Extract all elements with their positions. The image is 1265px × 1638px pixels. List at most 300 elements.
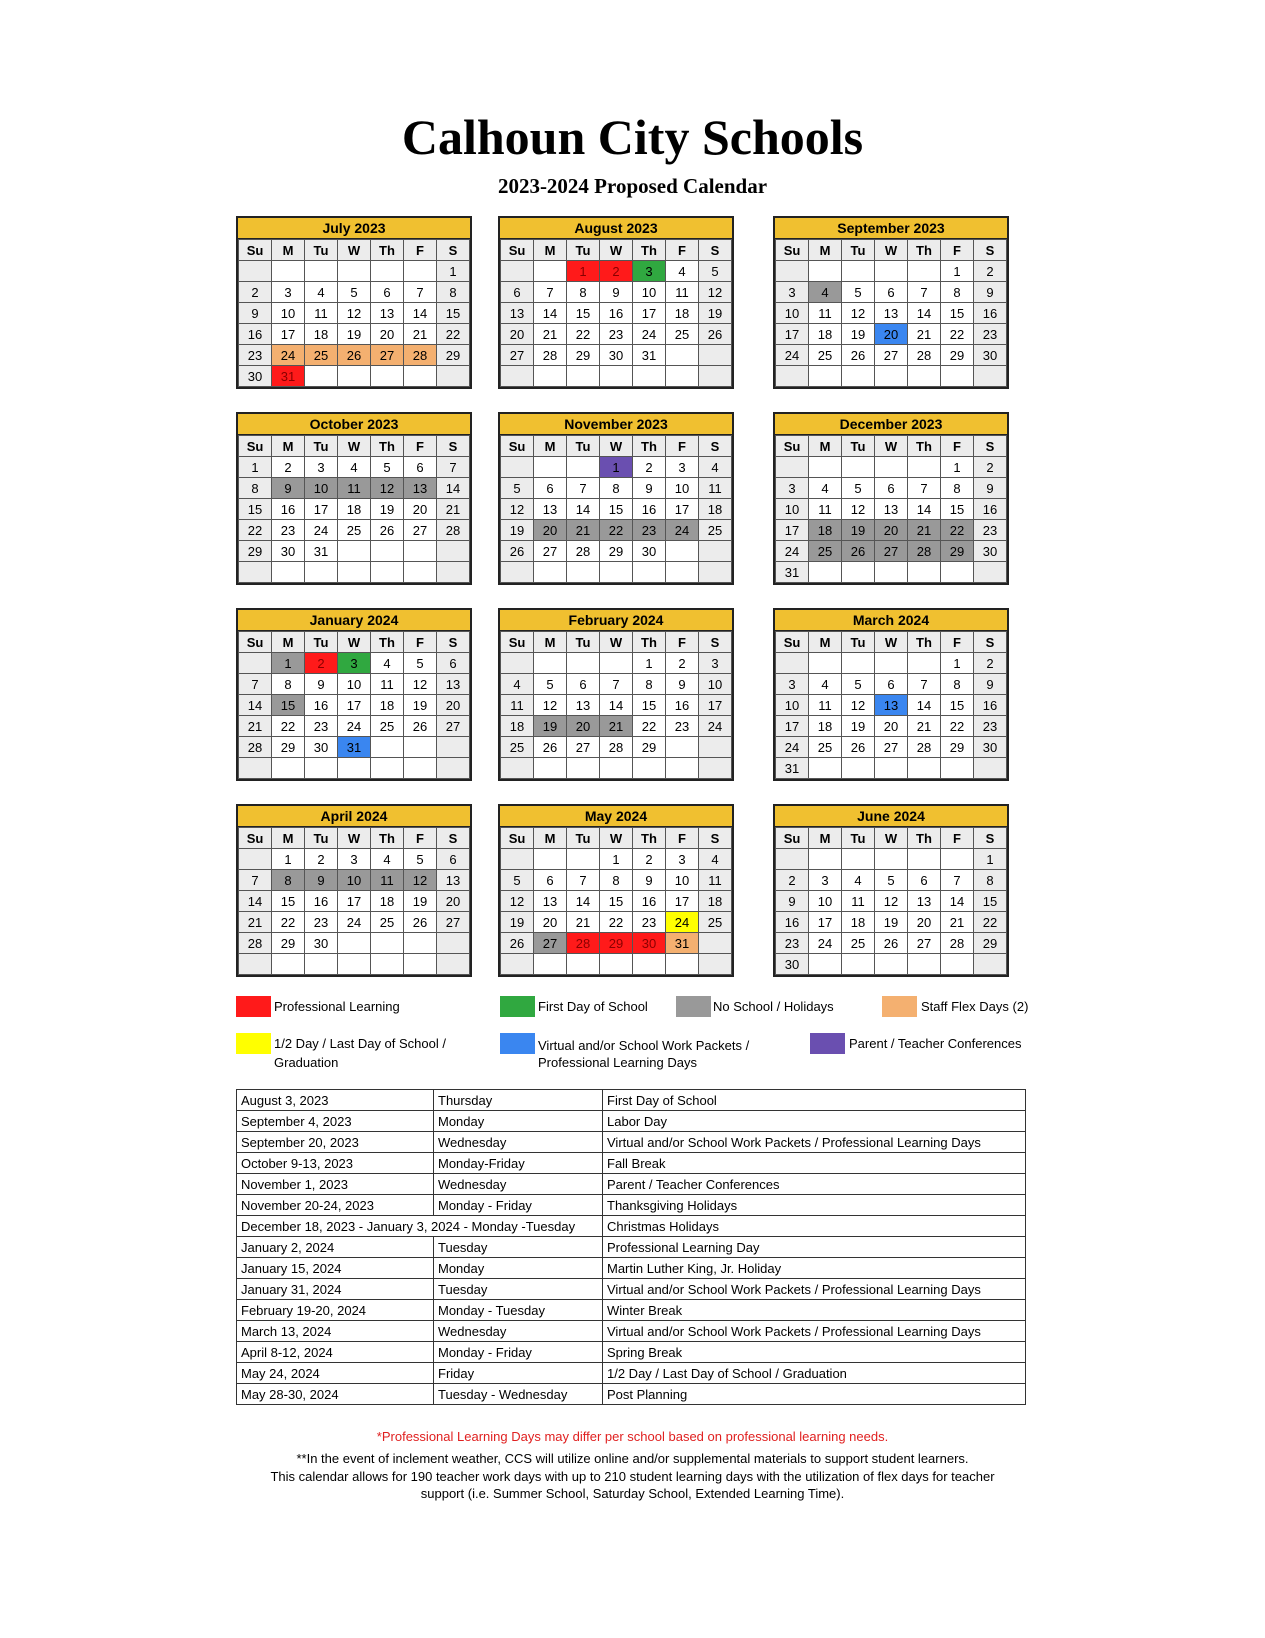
calendar-day: 7	[908, 478, 941, 499]
work-days-note-line1: This calendar allows for 190 teacher work days with up to 210 student learning days with the utilization of flex days for teacher	[270, 1469, 995, 1484]
calendar-empty-cell	[809, 457, 842, 478]
calendar-empty-cell	[404, 758, 437, 779]
calendar-day: 16	[633, 891, 666, 912]
calendar-day: 5	[534, 674, 567, 695]
event-weekday: Wednesday	[434, 1321, 603, 1342]
calendar-empty-cell	[809, 954, 842, 975]
calendar-empty-cell	[437, 933, 470, 954]
calendar-empty-cell	[404, 541, 437, 562]
calendar-empty-cell	[842, 457, 875, 478]
calendar-day: 4	[699, 457, 732, 478]
month-title: June 2024	[775, 806, 1007, 827]
calendar-day: 7	[239, 870, 272, 891]
event-row	[237, 1132, 1026, 1153]
weekday-header: F	[941, 632, 974, 653]
calendar-day: 2	[305, 653, 338, 674]
calendar-empty-cell	[567, 653, 600, 674]
event-date: November 1, 2023	[237, 1174, 434, 1195]
calendar-day: 29	[272, 933, 305, 954]
calendar-day: 29	[941, 737, 974, 758]
calendar-day: 27	[875, 345, 908, 366]
calendar-day: 1	[941, 653, 974, 674]
calendar-day: 10	[305, 478, 338, 499]
calendar-empty-cell	[404, 366, 437, 387]
calendar-empty-cell	[908, 366, 941, 387]
calendar-day: 21	[908, 716, 941, 737]
legend-swatch-first-day	[500, 996, 535, 1017]
calendar-day: 6	[908, 870, 941, 891]
calendar-empty-cell	[699, 954, 732, 975]
calendar-day: 22	[600, 912, 633, 933]
event-weekday: Tuesday - Wednesday	[434, 1384, 603, 1405]
event-row	[237, 1216, 1026, 1237]
calendar-day: 1	[272, 653, 305, 674]
calendar-day: 13	[908, 891, 941, 912]
calendar-day: 10	[776, 499, 809, 520]
calendar-empty-cell	[437, 758, 470, 779]
event-row	[237, 1300, 1026, 1321]
calendar-day: 5	[404, 849, 437, 870]
calendar-day: 31	[305, 541, 338, 562]
weekday-header: Tu	[842, 240, 875, 261]
calendar-day: 14	[600, 695, 633, 716]
calendar-day: 17	[338, 891, 371, 912]
calendar-day: 11	[699, 870, 732, 891]
calendar-day: 16	[776, 912, 809, 933]
weekday-header: S	[437, 828, 470, 849]
calendar-day: 15	[600, 891, 633, 912]
calendar-day: 30	[974, 345, 1007, 366]
calendar-day: 25	[305, 345, 338, 366]
calendar-day: 27	[501, 345, 534, 366]
calendar-day: 20	[371, 324, 404, 345]
weekday-header: S	[437, 436, 470, 457]
month-calendar	[773, 608, 1009, 781]
event-date: February 19-20, 2024	[237, 1300, 434, 1321]
event-description: Virtual and/or School Work Packets / Professional Learning Days	[603, 1279, 1026, 1300]
calendar-empty-cell	[567, 758, 600, 779]
calendar-empty-cell	[776, 261, 809, 282]
weekday-header: F	[404, 240, 437, 261]
calendar-day: 8	[239, 478, 272, 499]
event-row	[237, 1384, 1026, 1405]
calendar-empty-cell	[305, 954, 338, 975]
calendar-day: 6	[437, 653, 470, 674]
calendar-empty-cell	[404, 737, 437, 758]
calendar-day: 22	[272, 912, 305, 933]
calendar-day: 12	[338, 303, 371, 324]
calendar-day: 9	[600, 282, 633, 303]
calendar-day: 16	[633, 499, 666, 520]
weekday-header: M	[534, 828, 567, 849]
event-row	[237, 1258, 1026, 1279]
event-date: August 3, 2023	[237, 1090, 434, 1111]
calendar-day: 23	[600, 324, 633, 345]
calendar-empty-cell	[633, 366, 666, 387]
weekday-header: Th	[371, 436, 404, 457]
calendar-day: 15	[437, 303, 470, 324]
calendar-empty-cell	[567, 366, 600, 387]
calendar-empty-cell	[908, 261, 941, 282]
calendar-empty-cell	[875, 562, 908, 583]
calendar-day: 9	[305, 674, 338, 695]
calendar-day: 29	[941, 345, 974, 366]
event-date: September 4, 2023	[237, 1111, 434, 1132]
calendar-empty-cell	[875, 366, 908, 387]
calendar-day: 10	[666, 478, 699, 499]
weekday-header: F	[666, 240, 699, 261]
calendar-day: 2	[272, 457, 305, 478]
calendar-day: 12	[842, 303, 875, 324]
calendar-empty-cell	[404, 933, 437, 954]
calendar-day: 13	[534, 891, 567, 912]
weekday-header: S	[699, 632, 732, 653]
calendar-day: 23	[633, 912, 666, 933]
calendar-empty-cell	[305, 758, 338, 779]
weekday-header: Tu	[567, 436, 600, 457]
calendar-day: 14	[567, 891, 600, 912]
calendar-day: 2	[974, 457, 1007, 478]
calendar-day: 24	[633, 324, 666, 345]
calendar-day: 14	[404, 303, 437, 324]
calendar-day: 1	[272, 849, 305, 870]
calendar-empty-cell	[842, 758, 875, 779]
weekday-header: Tu	[305, 828, 338, 849]
calendar-day: 14	[239, 695, 272, 716]
calendar-day: 15	[272, 695, 305, 716]
calendar-day: 17	[272, 324, 305, 345]
calendar-day: 30	[305, 933, 338, 954]
calendar-day: 10	[666, 870, 699, 891]
calendar-day: 12	[501, 499, 534, 520]
event-description: First Day of School	[603, 1090, 1026, 1111]
calendar-day: 10	[809, 891, 842, 912]
calendar-empty-cell	[908, 562, 941, 583]
calendar-day: 9	[974, 282, 1007, 303]
calendar-day: 25	[699, 912, 732, 933]
month-calendar	[773, 804, 1009, 977]
legend-virtual-line2: Professional Learning Days	[538, 1055, 697, 1070]
legend-professional-learning: Professional Learning	[274, 999, 400, 1014]
event-row	[237, 1195, 1026, 1216]
calendar-day: 21	[239, 716, 272, 737]
event-weekday: Monday - Friday	[434, 1195, 603, 1216]
calendar-day: 22	[941, 520, 974, 541]
weekday-header: F	[666, 436, 699, 457]
weekday-header: W	[600, 632, 633, 653]
calendar-day: 28	[567, 933, 600, 954]
calendar-empty-cell	[371, 933, 404, 954]
calendar-empty-cell	[666, 562, 699, 583]
calendar-day: 15	[600, 499, 633, 520]
weekday-header: Su	[776, 828, 809, 849]
calendar-day: 5	[501, 478, 534, 499]
calendar-day: 26	[842, 737, 875, 758]
weekday-header: M	[534, 632, 567, 653]
calendar-empty-cell	[338, 366, 371, 387]
calendar-empty-cell	[239, 849, 272, 870]
calendar-day: 20	[875, 716, 908, 737]
calendar-empty-cell	[567, 954, 600, 975]
calendar-day: 24	[666, 520, 699, 541]
calendar-empty-cell	[534, 457, 567, 478]
calendar-day: 15	[974, 891, 1007, 912]
calendar-empty-cell	[875, 457, 908, 478]
calendar-day: 30	[776, 954, 809, 975]
event-weekday: Monday-Friday	[434, 1153, 603, 1174]
calendar-empty-cell	[666, 737, 699, 758]
calendar-day: 3	[666, 457, 699, 478]
event-weekday: Wednesday	[434, 1174, 603, 1195]
calendar-day: 7	[941, 870, 974, 891]
calendar-day: 14	[908, 303, 941, 324]
calendar-day: 18	[699, 891, 732, 912]
event-description: Labor Day	[603, 1111, 1026, 1132]
calendar-empty-cell	[534, 562, 567, 583]
calendar-empty-cell	[600, 758, 633, 779]
calendar-day: 13	[567, 695, 600, 716]
calendar-day: 6	[875, 478, 908, 499]
calendar-day: 16	[974, 499, 1007, 520]
calendar-day: 30	[633, 541, 666, 562]
calendar-day: 19	[371, 499, 404, 520]
weekday-header: W	[600, 828, 633, 849]
calendar-day: 13	[875, 499, 908, 520]
calendar-day: 23	[974, 716, 1007, 737]
calendar-day: 8	[600, 870, 633, 891]
calendar-day: 1	[437, 261, 470, 282]
calendar-day: 12	[501, 891, 534, 912]
event-date: January 31, 2024	[237, 1279, 434, 1300]
month-title: November 2023	[500, 414, 732, 435]
calendar-empty-cell	[600, 366, 633, 387]
calendar-day: 10	[699, 674, 732, 695]
weekday-header: Th	[908, 828, 941, 849]
calendar-day: 11	[338, 478, 371, 499]
calendar-day: 27	[534, 541, 567, 562]
calendar-day: 25	[501, 737, 534, 758]
calendar-day: 4	[699, 849, 732, 870]
calendar-day: 24	[776, 737, 809, 758]
calendar-day: 13	[875, 695, 908, 716]
calendar-day: 24	[699, 716, 732, 737]
legend-no-school: No School / Holidays	[713, 999, 834, 1014]
calendar-day: 14	[941, 891, 974, 912]
calendar-day: 20	[534, 912, 567, 933]
weekday-header: W	[600, 240, 633, 261]
calendar-day: 11	[305, 303, 338, 324]
calendar-day: 19	[842, 324, 875, 345]
calendar-day: 17	[776, 716, 809, 737]
month-calendar	[236, 216, 472, 389]
calendar-day: 11	[371, 674, 404, 695]
calendar-empty-cell	[908, 849, 941, 870]
calendar-day: 13	[371, 303, 404, 324]
event-date: November 20-24, 2023	[237, 1195, 434, 1216]
month-title: August 2023	[500, 218, 732, 239]
calendar-day: 17	[699, 695, 732, 716]
calendar-day: 22	[239, 520, 272, 541]
calendar-day: 15	[567, 303, 600, 324]
calendar-day: 30	[272, 541, 305, 562]
legend-half-day-line2: Graduation	[274, 1055, 339, 1070]
calendar-day: 18	[501, 716, 534, 737]
calendar-day: 12	[371, 478, 404, 499]
calendar-day: 7	[600, 674, 633, 695]
event-date: April 8-12, 2024	[237, 1342, 434, 1363]
calendar-empty-cell	[600, 954, 633, 975]
calendar-empty-cell	[600, 653, 633, 674]
weekday-header: Tu	[305, 436, 338, 457]
calendar-day: 14	[437, 478, 470, 499]
calendar-day: 2	[974, 653, 1007, 674]
calendar-day: 15	[239, 499, 272, 520]
weekday-header: Tu	[567, 240, 600, 261]
weekday-header: W	[875, 240, 908, 261]
weekday-header: Su	[776, 240, 809, 261]
calendar-day: 7	[239, 674, 272, 695]
weekday-header: W	[338, 240, 371, 261]
month-calendar	[236, 804, 472, 977]
calendar-day: 12	[404, 870, 437, 891]
calendar-empty-cell	[338, 261, 371, 282]
weekday-header: S	[699, 436, 732, 457]
calendar-day: 18	[371, 695, 404, 716]
weekday-header: Su	[501, 240, 534, 261]
calendar-day: 2	[239, 282, 272, 303]
calendar-day: 5	[404, 653, 437, 674]
calendar-day: 24	[666, 912, 699, 933]
event-weekday: Monday	[434, 1258, 603, 1279]
calendar-empty-cell	[501, 653, 534, 674]
calendar-day: 27	[875, 541, 908, 562]
calendar-day: 18	[809, 520, 842, 541]
calendar-day: 28	[941, 933, 974, 954]
month-calendar	[773, 216, 1009, 389]
calendar-empty-cell	[371, 562, 404, 583]
calendar-day: 26	[371, 520, 404, 541]
month-title: December 2023	[775, 414, 1007, 435]
calendar-day: 5	[875, 870, 908, 891]
weekday-header: S	[974, 436, 1007, 457]
event-weekday: Wednesday	[434, 1132, 603, 1153]
calendar-empty-cell	[272, 261, 305, 282]
calendar-day: 1	[600, 457, 633, 478]
calendar-day: 29	[272, 737, 305, 758]
event-description: Christmas Holidays	[603, 1216, 1026, 1237]
calendar-empty-cell	[338, 933, 371, 954]
calendar-day: 22	[941, 324, 974, 345]
calendar-day: 2	[633, 849, 666, 870]
calendar-day: 27	[875, 737, 908, 758]
calendar-day: 25	[809, 345, 842, 366]
calendar-day: 16	[600, 303, 633, 324]
calendar-empty-cell	[974, 366, 1007, 387]
calendar-empty-cell	[941, 954, 974, 975]
month-calendar	[498, 412, 734, 585]
calendar-empty-cell	[371, 737, 404, 758]
calendar-empty-cell	[600, 562, 633, 583]
calendar-day: 25	[809, 737, 842, 758]
calendar-day: 3	[666, 849, 699, 870]
calendar-empty-cell	[842, 954, 875, 975]
calendar-day: 16	[305, 695, 338, 716]
calendar-day: 30	[305, 737, 338, 758]
calendar-day: 13	[501, 303, 534, 324]
weekday-header: F	[666, 828, 699, 849]
event-description: Winter Break	[603, 1300, 1026, 1321]
calendar-day: 18	[305, 324, 338, 345]
calendar-empty-cell	[437, 541, 470, 562]
calendar-empty-cell	[501, 457, 534, 478]
calendar-day: 3	[272, 282, 305, 303]
page-subtitle: 2023-2024 Proposed Calendar	[497, 174, 768, 198]
calendar-empty-cell	[501, 562, 534, 583]
calendar-day: 31	[666, 933, 699, 954]
calendar-day: 19	[404, 695, 437, 716]
event-row	[237, 1174, 1026, 1195]
calendar-day: 22	[974, 912, 1007, 933]
calendar-day: 5	[338, 282, 371, 303]
calendar-empty-cell	[666, 954, 699, 975]
page-title: Calhoun City Schools	[401, 109, 864, 165]
calendar-empty-cell	[534, 849, 567, 870]
weekday-header: Tu	[567, 632, 600, 653]
event-row	[237, 1363, 1026, 1384]
calendar-day: 25	[809, 541, 842, 562]
weekday-header: Tu	[842, 436, 875, 457]
calendar-day: 3	[809, 870, 842, 891]
calendar-day: 10	[338, 870, 371, 891]
calendar-empty-cell	[338, 954, 371, 975]
calendar-day: 31	[338, 737, 371, 758]
calendar-day: 3	[699, 653, 732, 674]
calendar-day: 15	[941, 499, 974, 520]
calendar-empty-cell	[875, 758, 908, 779]
calendar-day: 21	[941, 912, 974, 933]
calendar-empty-cell	[338, 758, 371, 779]
calendar-day: 29	[567, 345, 600, 366]
calendar-day: 12	[534, 695, 567, 716]
calendar-day: 22	[272, 716, 305, 737]
calendar-day: 23	[974, 520, 1007, 541]
calendar-day: 14	[567, 499, 600, 520]
weekday-header: F	[941, 828, 974, 849]
weekday-header: S	[699, 828, 732, 849]
professional-learning-note: *Professional Learning Days may differ per school based on professional learning needs.	[376, 1429, 889, 1444]
calendar-day: 19	[842, 716, 875, 737]
calendar-day: 17	[809, 912, 842, 933]
event-weekday: Monday - Friday	[434, 1342, 603, 1363]
calendar-day: 8	[941, 478, 974, 499]
calendar-day: 3	[338, 653, 371, 674]
calendar-day: 22	[567, 324, 600, 345]
calendar-day: 8	[600, 478, 633, 499]
calendar-day: 31	[776, 562, 809, 583]
weekday-header: Th	[371, 632, 404, 653]
calendar-empty-cell	[567, 849, 600, 870]
weekday-header: F	[404, 632, 437, 653]
calendar-empty-cell	[666, 758, 699, 779]
calendar-empty-cell	[633, 954, 666, 975]
calendar-empty-cell	[305, 261, 338, 282]
weekday-header: Tu	[305, 240, 338, 261]
calendar-day: 6	[534, 870, 567, 891]
calendar-day: 11	[666, 282, 699, 303]
event-date: January 2, 2024	[237, 1237, 434, 1258]
calendar-day: 8	[633, 674, 666, 695]
calendar-empty-cell	[534, 366, 567, 387]
